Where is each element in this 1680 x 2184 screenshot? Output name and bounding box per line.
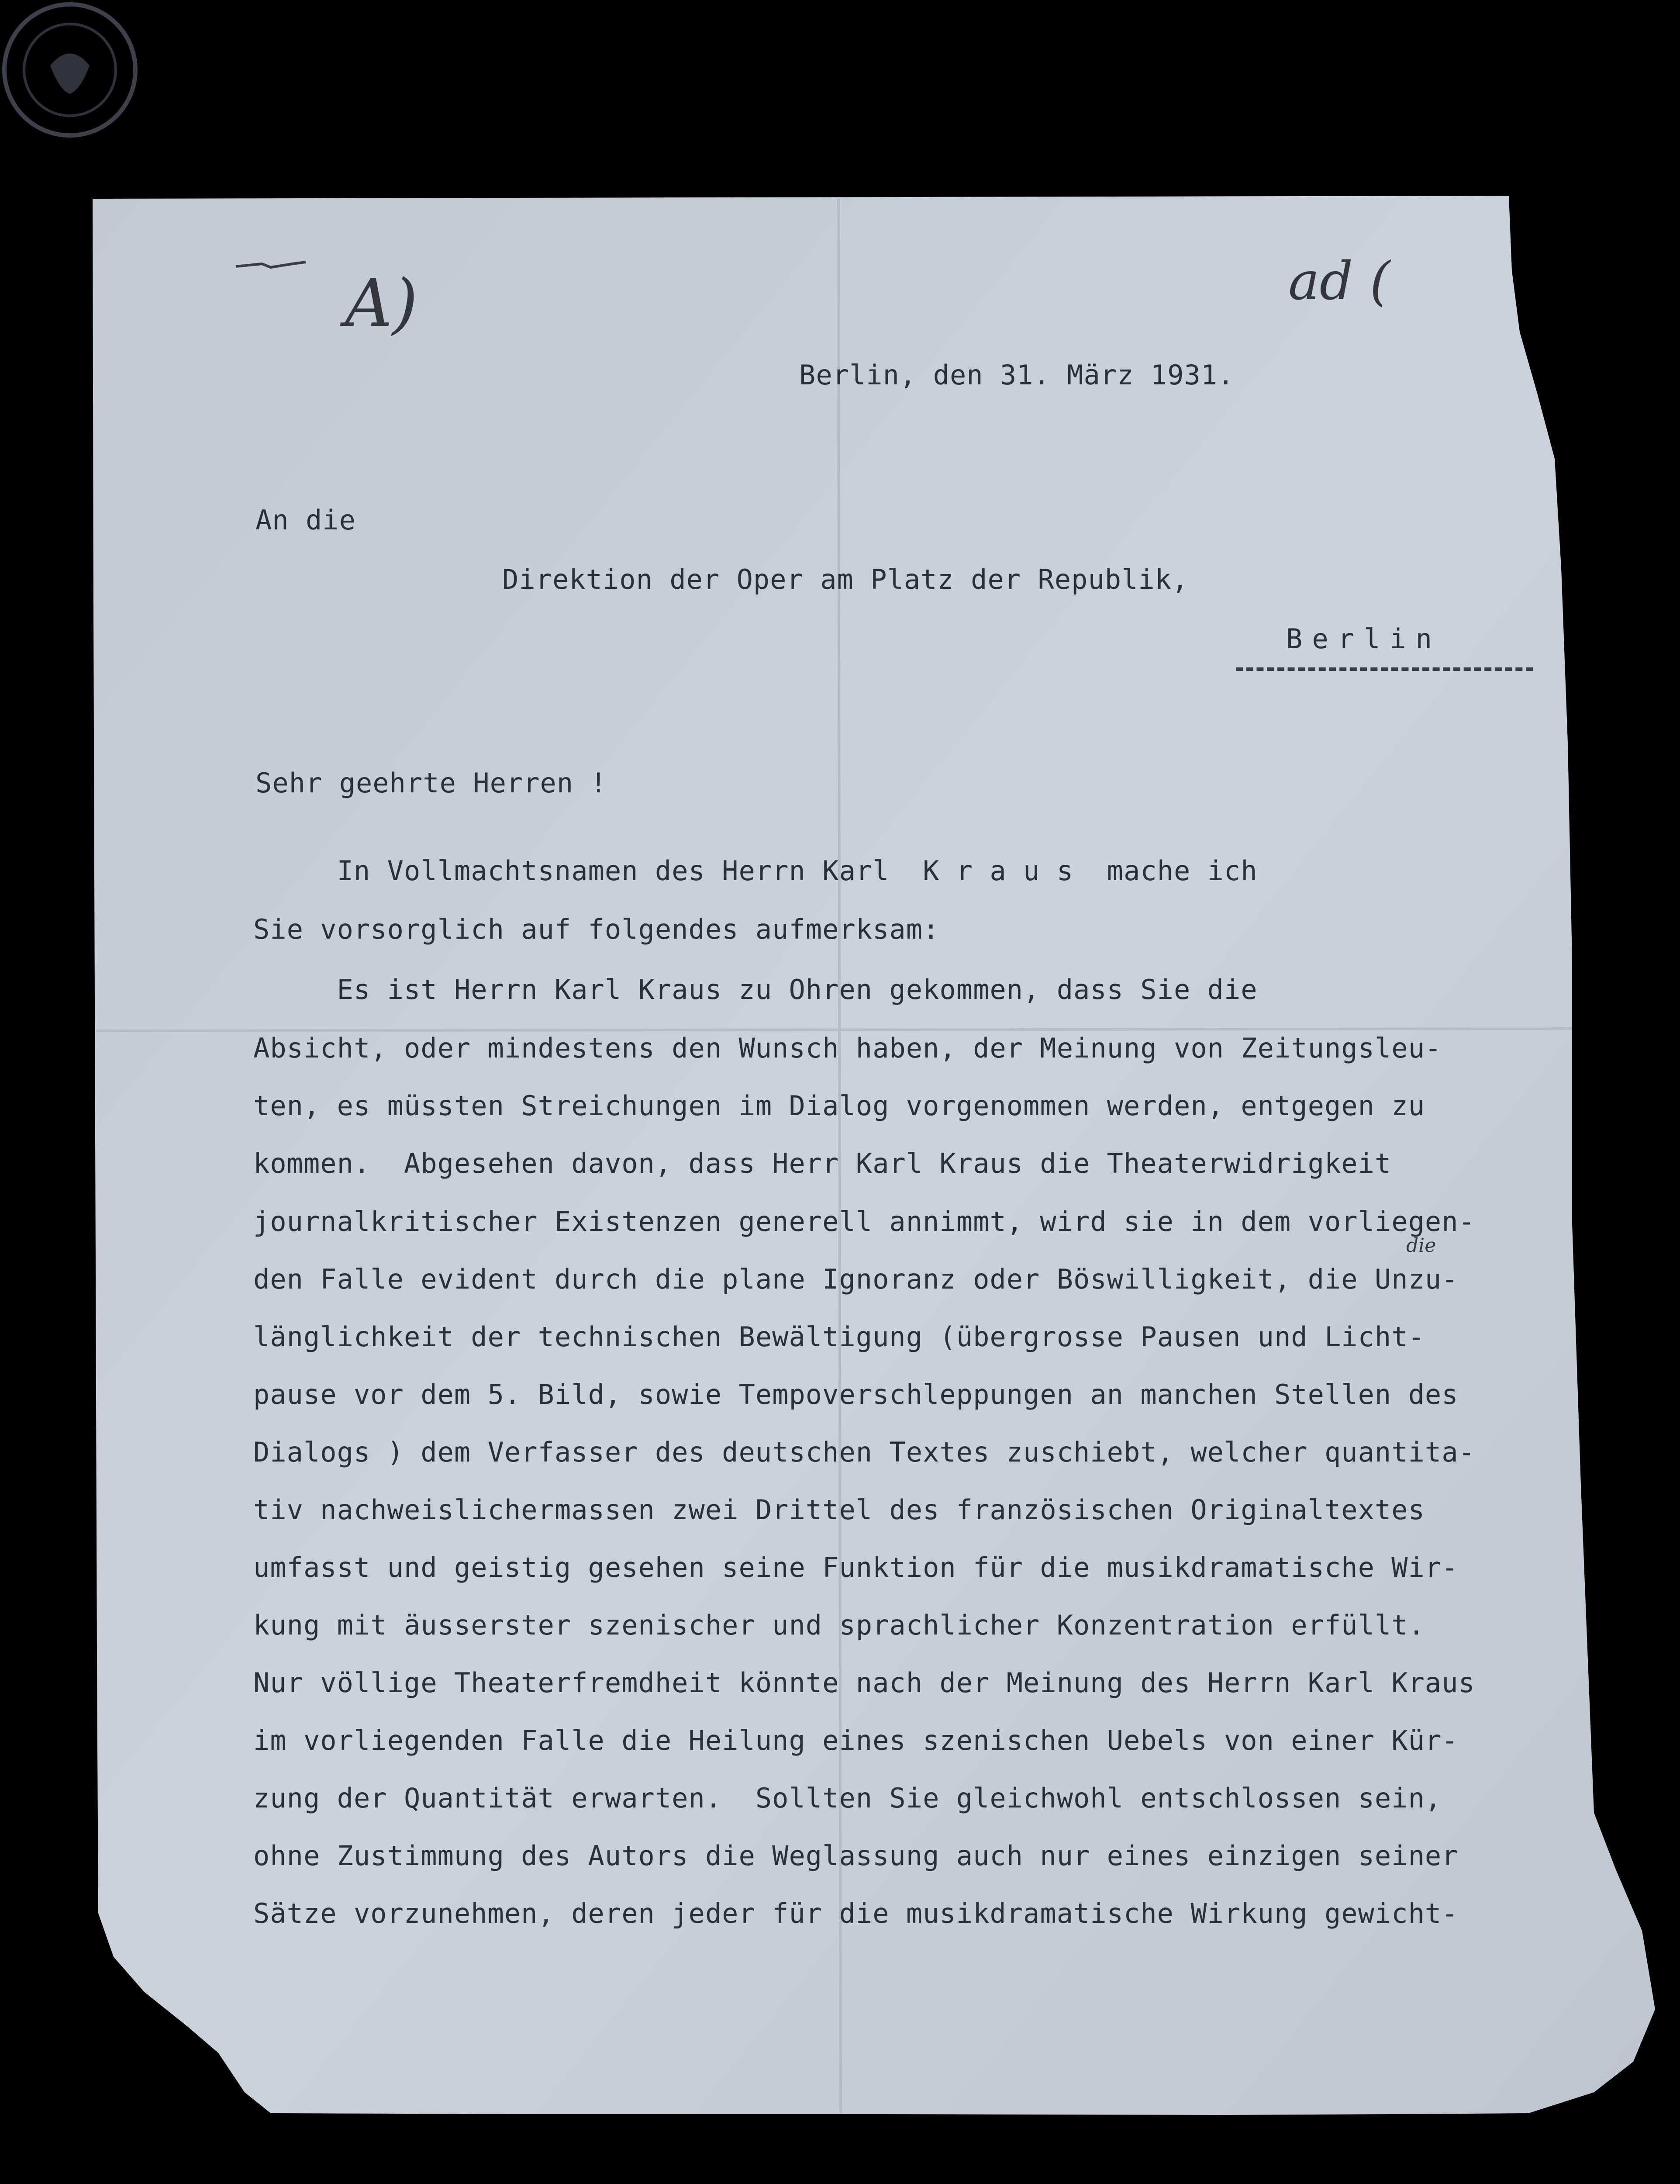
body-line: In Vollmachtsnamen des Herrn Karl K r a u s mache ich — [253, 855, 1258, 887]
city-underline — [1236, 667, 1533, 671]
body-line: länglichkeit der technischen Bewältigung (übergrosse Pausen und Licht- — [253, 1321, 1425, 1353]
body-line: Sie vorsorglich auf folgendes aufmerksam: — [253, 913, 940, 945]
body-line: Es ist Herrn Karl Kraus zu Ohren gekommen, dass Sie die — [253, 974, 1258, 1006]
body-line: Nur völlige Theaterfremdheit könnte nach der Meinung des Herrn Karl Kraus — [253, 1667, 1475, 1699]
body-line: kommen. Abgesehen davon, dass Herr Karl Kraus die Theaterwidrigkeit — [253, 1147, 1392, 1179]
body-line: journalkritischer Existenzen generell annimmt, wird sie in dem vorliegen- — [253, 1206, 1475, 1237]
body-line: Dialogs ) dem Verfasser des deutschen Textes zuschiebt, welcher quantita- — [253, 1436, 1475, 1468]
body-line: ohne Zustimmung des Autors die Weglassung auch nur eines einzigen seiner — [253, 1840, 1459, 1872]
body-line: kung mit äusserster szenischer und sprachlicher Konzentration erfüllt. — [253, 1609, 1425, 1641]
address-intro: An die — [255, 504, 356, 536]
handwritten-mark-a: A) — [345, 266, 418, 342]
body-line: tiv nachweislichermassen zwei Drittel des französischen Originaltextes — [253, 1494, 1425, 1526]
greeting: Sehr geehrte Herren ! — [255, 767, 607, 799]
letter-date: Berlin, den 31. März 1931. — [799, 359, 1235, 391]
body-line: ten, es müssten Streichungen im Dialog vorgenommen werden, entgegen zu — [253, 1090, 1425, 1122]
body-line: pause vor dem 5. Bild, sowie Tempoverschleppungen an manchen Stellen des — [253, 1379, 1459, 1410]
interlinear-correction: die — [1406, 1234, 1436, 1257]
recipient-name: Direktion der Oper am Platz der Republik, — [502, 563, 1189, 595]
body-line: im vorliegenden Falle die Heilung eines szenischen Uebels von einer Kür- — [253, 1724, 1459, 1756]
body-line: umfasst und geistig gesehen seine Funktion für die musikdramatische Wir- — [253, 1552, 1459, 1583]
body-line: den Falle evident durch die plane Ignoranz oder Böswilligkeit, die Unzu- — [253, 1263, 1459, 1295]
recipient-city: Berlin — [1286, 623, 1442, 655]
handwritten-mark-top-right: ad ( — [1288, 251, 1390, 312]
body-line: Sätze vorzunehmen, deren jeder für die musikdramatische Wirkung gewicht- — [253, 1897, 1459, 1929]
body-line: Absicht, oder mindestens den Wunsch haben, der Meinung von Zeitungsleu- — [253, 1032, 1442, 1064]
archive-stamp — [0, 0, 140, 140]
body-line: zung der Quantität erwarten. Sollten Sie gleichwohl entschlossen sein, — [253, 1782, 1442, 1814]
